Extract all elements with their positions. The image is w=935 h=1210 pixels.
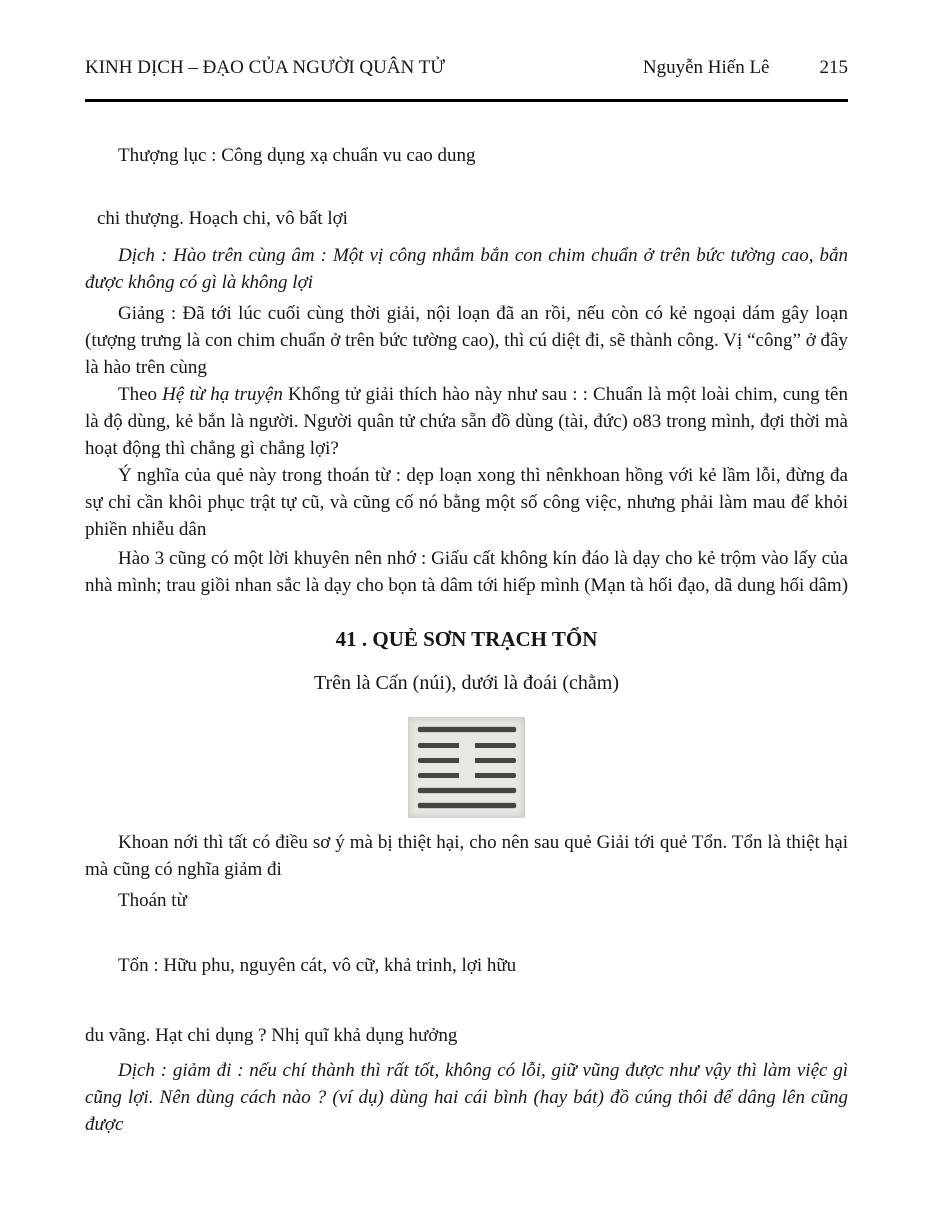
section-heading-que-son-trach-ton: 41 . QUẺ SƠN TRẠCH TỔN xyxy=(335,627,598,651)
para-chi-thuong: chi thượng. Hoạch chi, vô bất lợi xyxy=(97,208,348,229)
para-dich-giam-di: Dịch : giảm đi : nếu chí thành thì rất tốt, không có lỗi, giữ vũng được như vậy thì làm việc gì cũng lợi. Nên dùng cách nào ? (ví dụ) dùng hai cái bình (hay bát) đồ cúng thôi để dâng lên cũng được xyxy=(85,1060,848,1136)
hexagram-line-1 xyxy=(418,803,516,808)
hexagram-line-3 xyxy=(418,773,516,778)
para-theo-book-name: Hệ từ hạ truyện xyxy=(162,384,283,405)
page-number: 215 xyxy=(819,57,848,78)
para-y-nghia: Ý nghĩa của quẻ này trong thoán từ : dẹp loạn xong thì nênkhoan hồng với kẻ lầm lỗi, đừng đa sự chỉ cần khôi phục trật tự cũ, và cũng cố nó bằng một số công việc, nhưng phải làm mau để khỏi phiền nhiễu dân xyxy=(85,465,848,540)
hexagram-line-5 xyxy=(418,743,516,748)
para-dich-hao-tren: Dịch : Hào trên cùng âm : Một vị công nhắm bắn con chim chuẩn ở trên bức tường cao, bắn được không có gì là không lợi xyxy=(85,245,848,293)
para-ton-huu-phu: Tổn : Hữu phu, nguyên cát, vô cữ, khả trinh, lợi hữu xyxy=(118,955,517,977)
header-right-group xyxy=(643,56,848,80)
para-hao-3: Hào 3 cũng có một lời khuyên nên nhớ : Giấu cất không kín đáo là dạy cho kẻ trộm vào lấy của nhà mình; trau giồi nhan sắc là dạy cho bọn tà dâm tới hiếp mình (Mạn tà hối đạo, dã dung hối dâm) xyxy=(85,548,849,596)
hexagram-line-2 xyxy=(418,788,516,793)
para-giang: Giảng : Đã tới lúc cuối cùng thời giải, nội loạn đã an rồi, nếu còn có kẻ ngoại dám gây loạn (tượng trưng là con chim chuẩn ở trên bức tường cao), thì cú diệt đi, sẽ thành công. Vị “công” ở đây là hào trên cùng xyxy=(85,303,848,378)
hexagram-figure-wrap xyxy=(85,717,848,818)
book-title: KINH DỊCH – ĐẠO CỦA NGƯỜI QUÂN TỬ xyxy=(85,57,446,78)
para-theo-prefix: Theo xyxy=(118,384,163,405)
para-theo-rest: Khổng tử giải thích hào này như sau : : Chuẩn là một loài chim, cung tên là độ dùng, kẻ bắn là người. Người quân tử chứa sẵn đồ dùng (tài, đức) o83 trong mình, đợi thời mà hoạt động thì chẳng gì chẳng lợi? xyxy=(85,384,848,459)
header-rule xyxy=(85,99,848,102)
para-du-vang: du vãng. Hạt chi dụng ? Nhị quĩ khả dụng hưởng xyxy=(85,1025,458,1047)
hexagram-figure xyxy=(408,717,525,818)
running-header xyxy=(85,56,848,80)
para-thoan-tu-label: Thoán từ xyxy=(118,890,187,912)
hexagram-line-4 xyxy=(418,758,516,763)
para-khoan-noi: Khoan nới thì tất có điều sơ ý mà bị thiệt hại, cho nên sau quẻ Giải tới quẻ Tổn. Tổn là thiệt hại mà cũng có nghĩa giảm đi xyxy=(85,832,848,881)
author-name: Nguyễn Hiến Lê xyxy=(642,57,770,78)
para-thuong-luc: Thượng lục : Công dụng xạ chuẩn vu cao dung xyxy=(118,145,476,166)
section-subheading-trigrams: Trên là Cấn (núi), dưới là đoái (chằm) xyxy=(313,672,620,695)
hexagram-line-6 xyxy=(418,727,516,732)
para-theo-he-tu xyxy=(85,381,848,462)
